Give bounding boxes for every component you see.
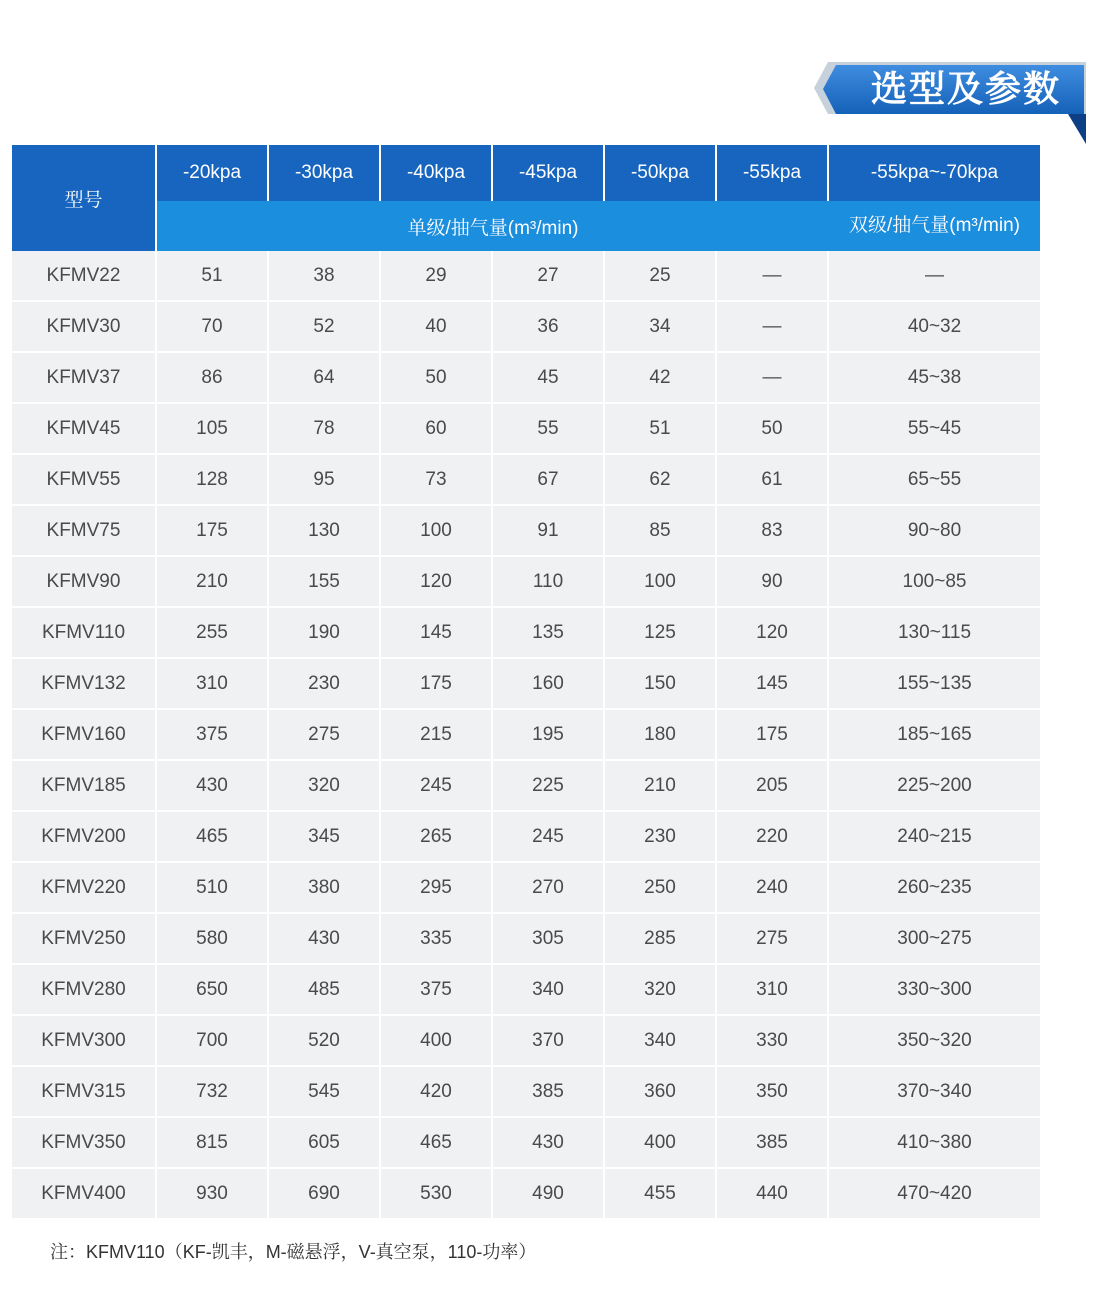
- flow-value-cell: 225: [493, 759, 605, 810]
- flow-value-cell: 175: [717, 708, 829, 759]
- flow-value-cell: 580: [157, 912, 269, 963]
- table-row: [12, 300, 1040, 351]
- flow-value-cell: 205: [717, 759, 829, 810]
- flow-value-cell: 45~38: [829, 351, 1040, 402]
- model-cell: KFMV400: [12, 1167, 157, 1218]
- flow-value-cell: 215: [381, 708, 493, 759]
- flow-value-cell: 38: [269, 251, 381, 300]
- table-row: [12, 1065, 1040, 1116]
- flow-value-cell: —: [717, 251, 829, 300]
- model-cell: KFMV110: [12, 606, 157, 657]
- flow-value-cell: 455: [605, 1167, 717, 1218]
- table-row: [12, 606, 1040, 657]
- flow-value-cell: 105: [157, 402, 269, 453]
- flow-value-cell: 120: [381, 555, 493, 606]
- double-stage-unit-header: 双级/抽气量(m³/min): [829, 201, 1040, 251]
- flow-value-cell: 690: [269, 1167, 381, 1218]
- flow-value-cell: 52: [269, 300, 381, 351]
- flow-value-cell: 100~85: [829, 555, 1040, 606]
- flow-value-cell: 175: [157, 504, 269, 555]
- flow-value-cell: 400: [605, 1116, 717, 1167]
- table-row: [12, 453, 1040, 504]
- flow-value-cell: 250: [605, 861, 717, 912]
- flow-value-cell: 275: [269, 708, 381, 759]
- pressure-header: -20kpa: [157, 145, 269, 201]
- flow-value-cell: 120: [717, 606, 829, 657]
- model-cell: KFMV45: [12, 402, 157, 453]
- model-column-header: 型号: [12, 145, 157, 251]
- flow-value-cell: 210: [157, 555, 269, 606]
- flow-value-cell: 545: [269, 1065, 381, 1116]
- flow-value-cell: 245: [493, 810, 605, 861]
- flow-value-cell: 360: [605, 1065, 717, 1116]
- flow-value-cell: 275: [717, 912, 829, 963]
- flow-value-cell: 40~32: [829, 300, 1040, 351]
- pressure-header: -30kpa: [269, 145, 381, 201]
- flow-value-cell: 36: [493, 300, 605, 351]
- flow-value-cell: 930: [157, 1167, 269, 1218]
- flow-value-cell: 520: [269, 1014, 381, 1065]
- flow-value-cell: 64: [269, 351, 381, 402]
- flow-value-cell: 430: [493, 1116, 605, 1167]
- unit-header-row: [12, 201, 1040, 251]
- flow-value-cell: 128: [157, 453, 269, 504]
- flow-value-cell: 485: [269, 963, 381, 1014]
- flow-value-cell: 50: [717, 402, 829, 453]
- flow-value-cell: 65~55: [829, 453, 1040, 504]
- pressure-header: -55kpa: [717, 145, 829, 201]
- flow-value-cell: 295: [381, 861, 493, 912]
- flow-value-cell: 420: [381, 1065, 493, 1116]
- flow-value-cell: 340: [493, 963, 605, 1014]
- flow-value-cell: 370~340: [829, 1065, 1040, 1116]
- flow-value-cell: 400: [381, 1014, 493, 1065]
- flow-value-cell: 410~380: [829, 1116, 1040, 1167]
- pressure-header: -40kpa: [381, 145, 493, 201]
- flow-value-cell: 375: [157, 708, 269, 759]
- flow-value-cell: 245: [381, 759, 493, 810]
- flow-value-cell: 175: [381, 657, 493, 708]
- flow-value-cell: 155: [269, 555, 381, 606]
- flow-value-cell: 240: [717, 861, 829, 912]
- table-row: [12, 708, 1040, 759]
- flow-value-cell: 375: [381, 963, 493, 1014]
- table-row: [12, 351, 1040, 402]
- model-cell: KFMV22: [12, 251, 157, 300]
- table-row: [12, 861, 1040, 912]
- table-row: [12, 810, 1040, 861]
- model-cell: KFMV315: [12, 1065, 157, 1116]
- model-cell: KFMV30: [12, 300, 157, 351]
- flow-value-cell: 60: [381, 402, 493, 453]
- page-title: 选型及参数: [870, 69, 1061, 110]
- flow-value-cell: 220: [717, 810, 829, 861]
- table-row: [12, 1014, 1040, 1065]
- flow-value-cell: 530: [381, 1167, 493, 1218]
- flow-value-cell: 225~200: [829, 759, 1040, 810]
- flow-value-cell: 310: [157, 657, 269, 708]
- pressure-header: -55kpa~-70kpa: [829, 145, 1040, 201]
- table-row: [12, 555, 1040, 606]
- flow-value-cell: 55~45: [829, 402, 1040, 453]
- pressure-header: -50kpa: [605, 145, 717, 201]
- table-row: [12, 251, 1040, 300]
- flow-value-cell: 255: [157, 606, 269, 657]
- flow-value-cell: 67: [493, 453, 605, 504]
- flow-value-cell: 700: [157, 1014, 269, 1065]
- pressure-header: -45kpa: [493, 145, 605, 201]
- flow-value-cell: 51: [605, 402, 717, 453]
- table-row: [12, 963, 1040, 1014]
- flow-value-cell: 230: [605, 810, 717, 861]
- flow-value-cell: 350: [717, 1065, 829, 1116]
- flow-value-cell: 285: [605, 912, 717, 963]
- flow-value-cell: 465: [381, 1116, 493, 1167]
- flow-value-cell: 78: [269, 402, 381, 453]
- flow-value-cell: 62: [605, 453, 717, 504]
- model-cell: KFMV350: [12, 1116, 157, 1167]
- flow-value-cell: 50: [381, 351, 493, 402]
- flow-value-cell: 330: [717, 1014, 829, 1065]
- spec-table: [12, 145, 1040, 1218]
- flow-value-cell: —: [829, 251, 1040, 300]
- flow-value-cell: 370: [493, 1014, 605, 1065]
- flow-value-cell: 210: [605, 759, 717, 810]
- flow-value-cell: 240~215: [829, 810, 1040, 861]
- flow-value-cell: 45: [493, 351, 605, 402]
- model-cell: KFMV280: [12, 963, 157, 1014]
- model-cell: KFMV200: [12, 810, 157, 861]
- flow-value-cell: 300~275: [829, 912, 1040, 963]
- flow-value-cell: 110: [493, 555, 605, 606]
- flow-value-cell: 732: [157, 1065, 269, 1116]
- flow-value-cell: 70: [157, 300, 269, 351]
- flow-value-cell: 305: [493, 912, 605, 963]
- flow-value-cell: 91: [493, 504, 605, 555]
- flow-value-cell: 34: [605, 300, 717, 351]
- flow-value-cell: 430: [269, 912, 381, 963]
- flow-value-cell: 145: [717, 657, 829, 708]
- table-row: [12, 504, 1040, 555]
- flow-value-cell: 160: [493, 657, 605, 708]
- flow-value-cell: 61: [717, 453, 829, 504]
- flow-value-cell: 320: [269, 759, 381, 810]
- flow-value-cell: 155~135: [829, 657, 1040, 708]
- flow-value-cell: 130~115: [829, 606, 1040, 657]
- table-row: [12, 759, 1040, 810]
- flow-value-cell: 190: [269, 606, 381, 657]
- flow-value-cell: 29: [381, 251, 493, 300]
- model-cell: KFMV220: [12, 861, 157, 912]
- flow-value-cell: 345: [269, 810, 381, 861]
- flow-value-cell: —: [717, 300, 829, 351]
- flow-value-cell: 385: [493, 1065, 605, 1116]
- flow-value-cell: 330~300: [829, 963, 1040, 1014]
- single-stage-unit-header: 单级/抽气量(m³/min): [157, 201, 829, 251]
- flow-value-cell: 470~420: [829, 1167, 1040, 1218]
- flow-value-cell: 385: [717, 1116, 829, 1167]
- flow-value-cell: 90~80: [829, 504, 1040, 555]
- flow-value-cell: 150: [605, 657, 717, 708]
- flow-value-cell: 100: [381, 504, 493, 555]
- model-code-note: 注：KFMV110（KF-凯丰，M-磁悬浮，V-真空泵，110-功率）: [50, 1242, 537, 1262]
- table-row: [12, 402, 1040, 453]
- model-cell: KFMV75: [12, 504, 157, 555]
- flow-value-cell: 85: [605, 504, 717, 555]
- flow-value-cell: 90: [717, 555, 829, 606]
- flow-value-cell: 73: [381, 453, 493, 504]
- flow-value-cell: 195: [493, 708, 605, 759]
- model-cell: KFMV250: [12, 912, 157, 963]
- flow-value-cell: 40: [381, 300, 493, 351]
- flow-value-cell: 25: [605, 251, 717, 300]
- flow-value-cell: 605: [269, 1116, 381, 1167]
- model-cell: KFMV160: [12, 708, 157, 759]
- flow-value-cell: 350~320: [829, 1014, 1040, 1065]
- flow-value-cell: 815: [157, 1116, 269, 1167]
- flow-value-cell: 430: [157, 759, 269, 810]
- spec-table-body: [12, 251, 1040, 1218]
- flow-value-cell: 440: [717, 1167, 829, 1218]
- flow-value-cell: 490: [493, 1167, 605, 1218]
- flow-value-cell: 465: [157, 810, 269, 861]
- flow-value-cell: 310: [717, 963, 829, 1014]
- flow-value-cell: 86: [157, 351, 269, 402]
- flow-value-cell: 265: [381, 810, 493, 861]
- model-cell: KFMV300: [12, 1014, 157, 1065]
- flow-value-cell: 125: [605, 606, 717, 657]
- flow-value-cell: 320: [605, 963, 717, 1014]
- flow-value-cell: 100: [605, 555, 717, 606]
- flow-value-cell: 510: [157, 861, 269, 912]
- flow-value-cell: 145: [381, 606, 493, 657]
- flow-value-cell: 55: [493, 402, 605, 453]
- flow-value-cell: 340: [605, 1014, 717, 1065]
- flow-value-cell: 83: [717, 504, 829, 555]
- flow-value-cell: 27: [493, 251, 605, 300]
- flow-value-cell: 185~165: [829, 708, 1040, 759]
- table-row: [12, 1116, 1040, 1167]
- flow-value-cell: 51: [157, 251, 269, 300]
- model-cell: KFMV185: [12, 759, 157, 810]
- table-row: [12, 657, 1040, 708]
- flow-value-cell: 180: [605, 708, 717, 759]
- model-cell: KFMV55: [12, 453, 157, 504]
- flow-value-cell: 130: [269, 504, 381, 555]
- flow-value-cell: 380: [269, 861, 381, 912]
- flow-value-cell: 95: [269, 453, 381, 504]
- flow-value-cell: 230: [269, 657, 381, 708]
- model-cell: KFMV90: [12, 555, 157, 606]
- section-title-tab: [814, 62, 1086, 146]
- flow-value-cell: 270: [493, 861, 605, 912]
- flow-value-cell: 335: [381, 912, 493, 963]
- flow-value-cell: —: [717, 351, 829, 402]
- pressure-header-row: [12, 145, 1040, 201]
- model-cell: KFMV37: [12, 351, 157, 402]
- flow-value-cell: 42: [605, 351, 717, 402]
- flow-value-cell: 260~235: [829, 861, 1040, 912]
- table-row: [12, 1167, 1040, 1218]
- model-cell: KFMV132: [12, 657, 157, 708]
- table-row: [12, 912, 1040, 963]
- flow-value-cell: 135: [493, 606, 605, 657]
- flow-value-cell: 650: [157, 963, 269, 1014]
